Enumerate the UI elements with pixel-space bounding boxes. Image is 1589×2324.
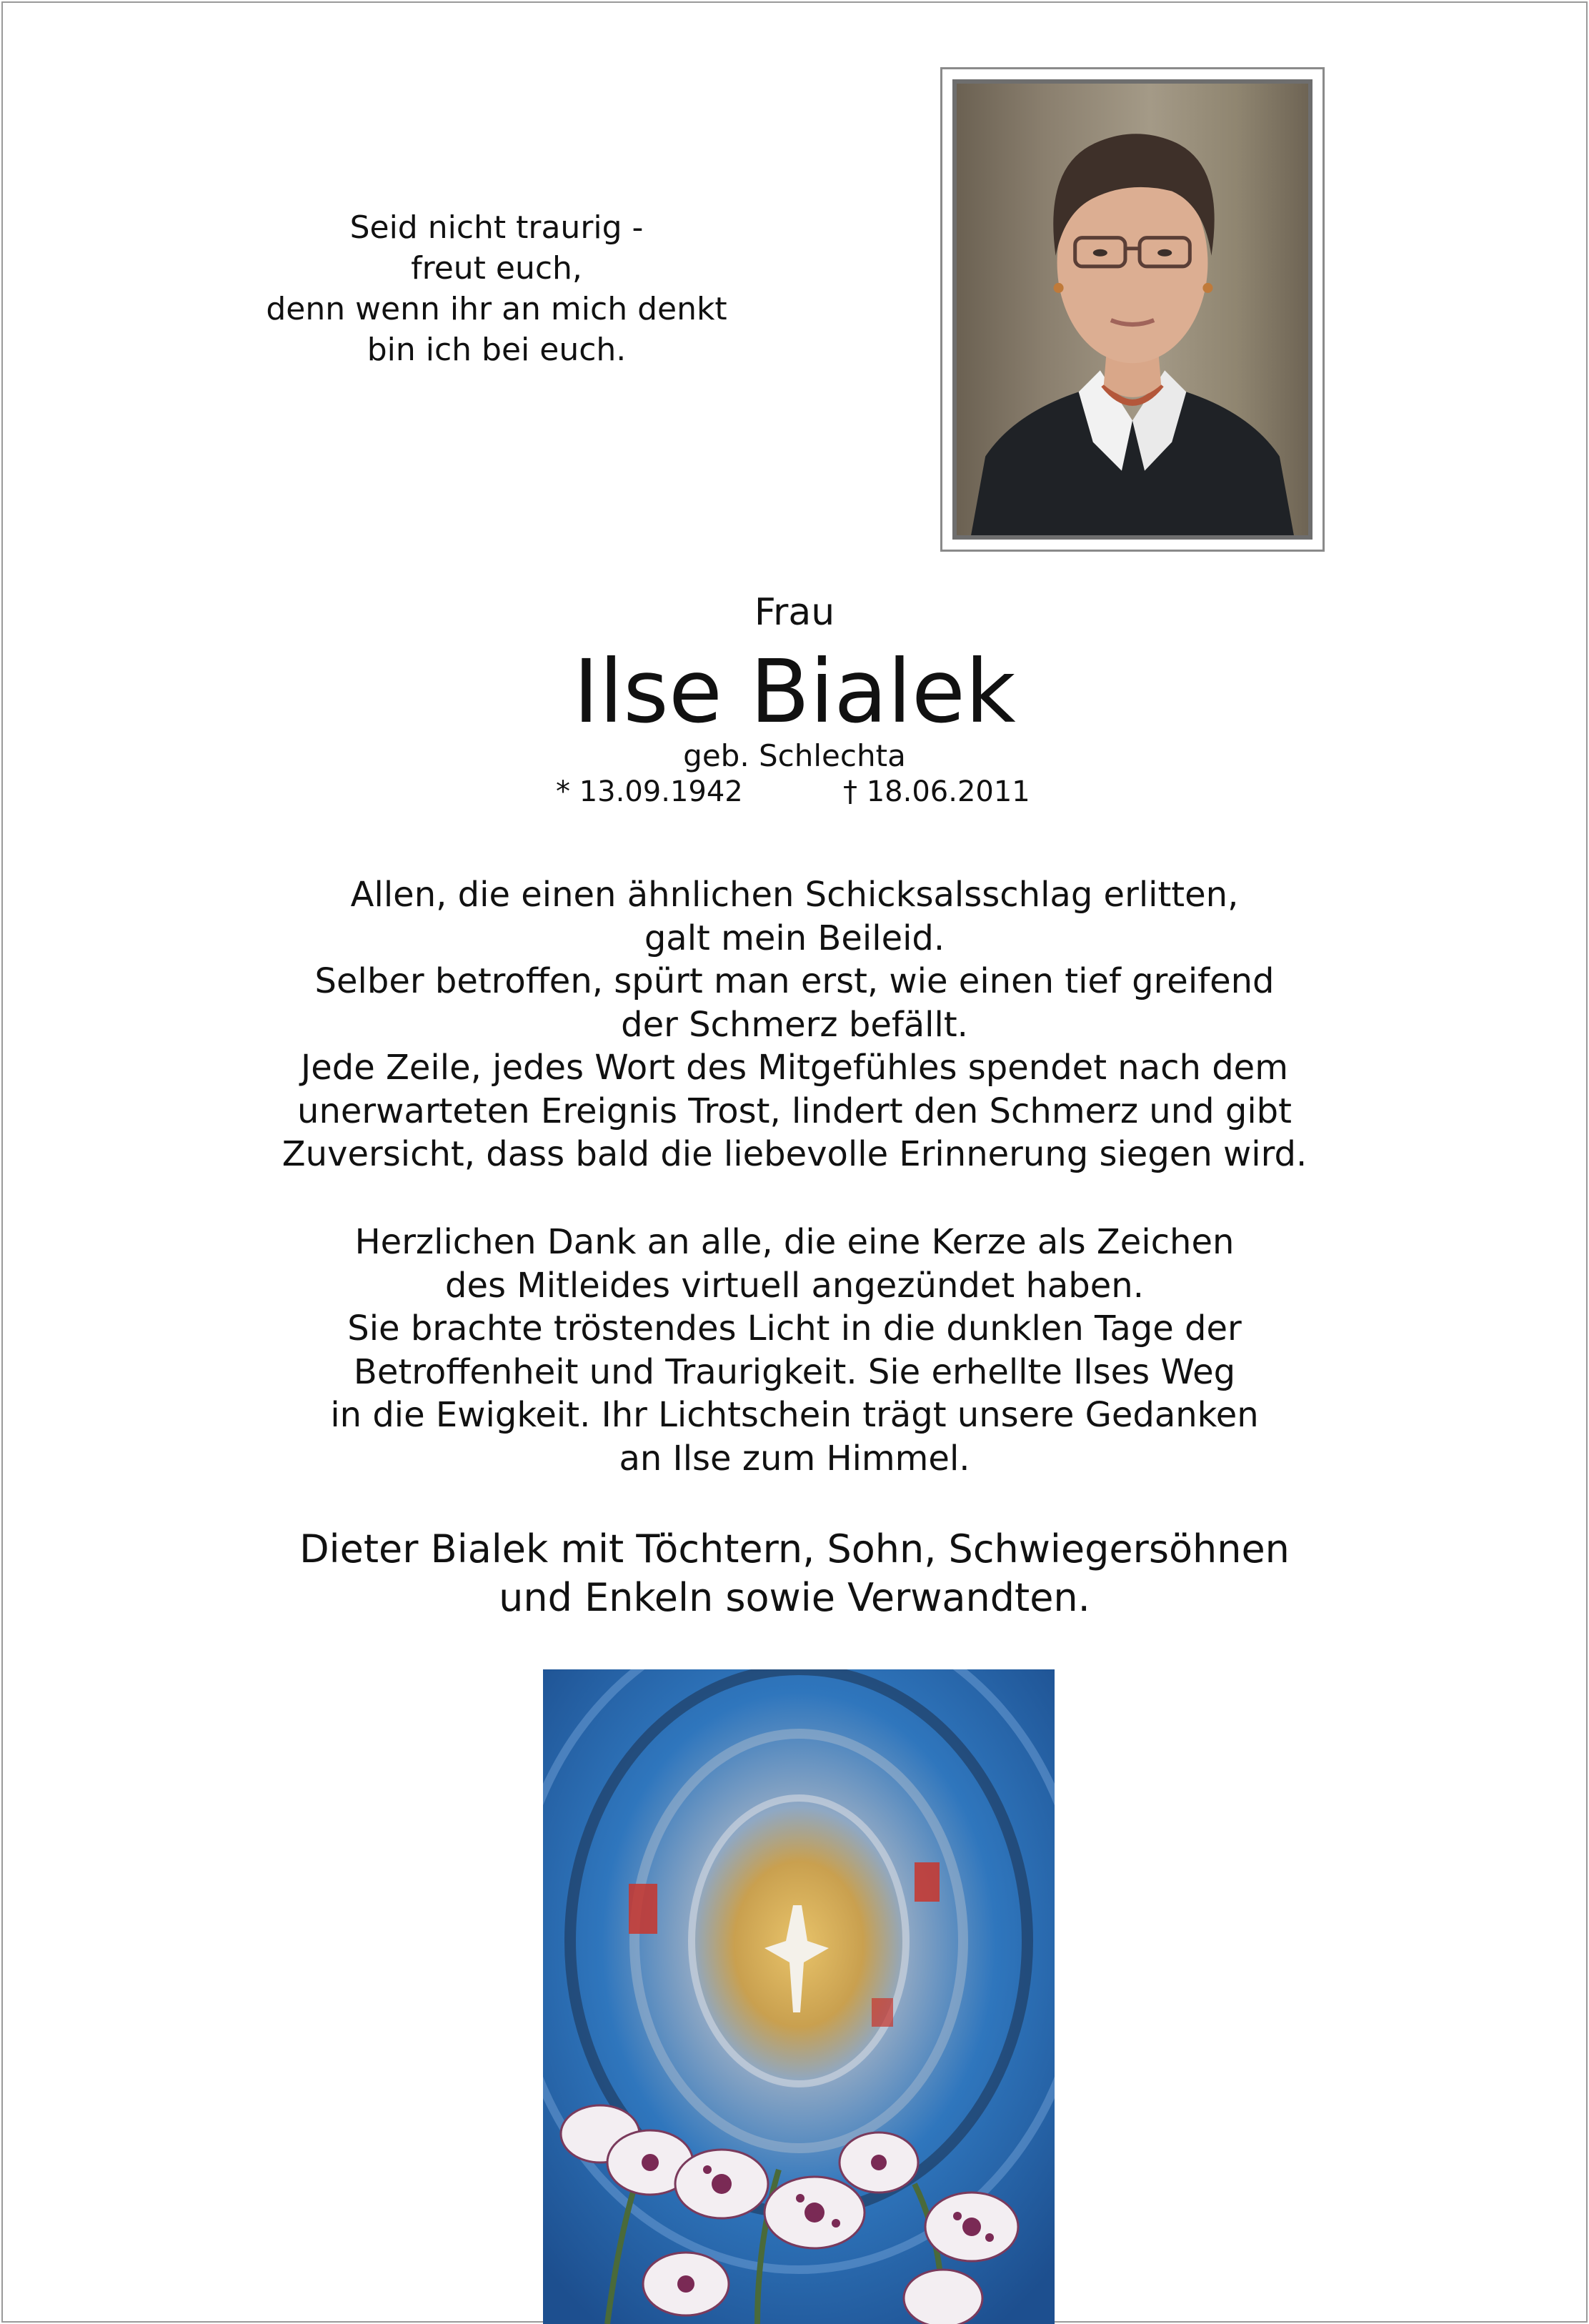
poem-line: Seid nicht traurig - xyxy=(349,209,644,246)
portrait-photo xyxy=(952,79,1312,540)
text-line: Allen, die einen ähnlichen Schicksalsschlag erlitten, xyxy=(350,875,1239,915)
text-line: Sie brachte tröstendes Licht in die dunklen Tage der xyxy=(347,1309,1242,1349)
portrait-frame xyxy=(940,67,1325,552)
painting-with-orchids-icon xyxy=(543,1669,1055,2324)
signature-line: Dieter Bialek mit Töchtern, Sohn, Schwiegersöhnen xyxy=(299,1526,1290,1571)
text-line: Herzlichen Dank an alle, die eine Kerze als Zeichen xyxy=(354,1222,1235,1262)
text-line: Zuversicht, dass bald die liebevolle Erinnerung siegen wird. xyxy=(282,1134,1307,1174)
poem-line: freut euch, xyxy=(411,250,582,287)
salutation: Frau xyxy=(754,591,835,634)
death-date: † 18.06.2011 xyxy=(843,775,1030,808)
poem xyxy=(214,207,779,370)
text-line: Jede Zeile, jedes Wort des Mitgefühles spendet nach dem xyxy=(301,1048,1288,1088)
birth-name: geb. Schlechta xyxy=(683,738,906,773)
text-line: unerwarteten Ereignis Trost, lindert den Schmerz und gibt xyxy=(297,1091,1292,1131)
family-signature xyxy=(143,1525,1446,1622)
poem-line: bin ich bei euch. xyxy=(367,332,627,368)
text-line: Selber betroffen, spürt man erst, wie einen tief greifend xyxy=(314,961,1275,1001)
memorial-artwork xyxy=(543,1669,1055,2324)
text-line: des Mitleides virtuell angezündet haben. xyxy=(445,1265,1144,1306)
portrait-photo-icon xyxy=(957,84,1308,535)
poem-line: denn wenn ihr an mich denkt xyxy=(266,291,727,327)
thanks-paragraph-1 xyxy=(143,873,1446,1176)
birth-date: * 13.09.1942 xyxy=(556,775,743,808)
text-line: galt mein Beileid. xyxy=(644,918,945,958)
thanks-paragraph-2 xyxy=(143,1221,1446,1480)
deceased-name: Ilse Bialek xyxy=(573,641,1016,743)
signature-line: und Enkeln sowie Verwandten. xyxy=(499,1575,1090,1620)
text-line: in die Ewigkeit. Ihr Lichtschein trägt unsere Gedanken xyxy=(330,1395,1259,1435)
text-line: der Schmerz befällt. xyxy=(621,1004,968,1045)
text-line: an Ilse zum Himmel. xyxy=(619,1438,970,1479)
text-line: Betroffenheit und Traurigkeit. Sie erhellte Ilses Weg xyxy=(353,1351,1236,1392)
